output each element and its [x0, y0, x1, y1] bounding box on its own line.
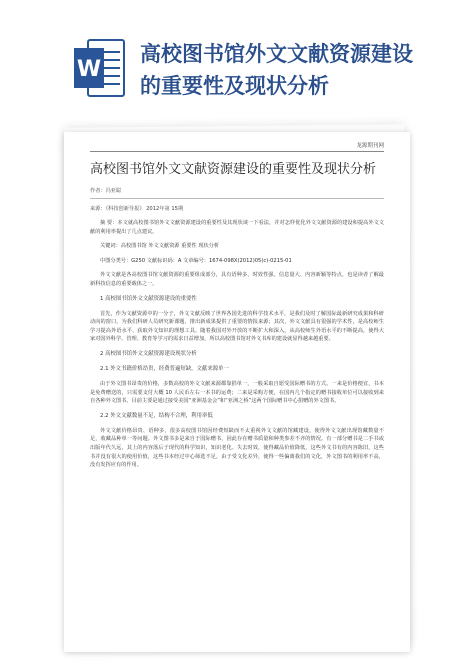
section22-heading: 2.2 外文文献数量不足，结构不合理，利用率低	[100, 412, 213, 419]
document-title: 高校图书馆外文文献资源建设的重要性及现状分析	[90, 162, 377, 177]
banner-title-line2: 的重要性及现状分析	[140, 74, 329, 98]
word-icon-letter: W	[76, 57, 102, 82]
abstract: 摘 要：本文就高校图书馆外文文献资源建设的重要性及其现状谈一下看法，并对怎样优化外文文献资源的建设和提高外文文献的利用率提出了几点建议。	[90, 220, 384, 235]
section1-heading: 1 高校图书馆外文文献资源建设的重要性	[100, 295, 197, 302]
section22-paragraph: 外文文献价格昂贵、语种多，很多高校图书馆因经费短缺而不太重视外文文献的馆藏建设，使得外文文献出现馆藏数量不足，收藏品种单一等问题。外文图书多是来自于国际赠书，因此存在赠书质量和种类参差不齐的情况。有一部分赠书是二手书或出版年代久远，其上的内容落后于现代的科学知识、知识老化、失去时效，使得藏品价值降低，这些外文书有的内容陈旧，这些书并没有很大的使用价值，这些书本经过中心筛选不足，由于受文化差异，使得一些偏离我们的文化，外文图书的利用率不高，没有发挥应有的作用。	[90, 427, 384, 469]
intro-paragraph: 外文文献是各高校图书馆文献资源的重要组成部分，具有语种多、时效性强、信息量大、内容新颖等特点，也是读者了解最新科技信息的重要载体之一。	[90, 272, 384, 287]
document-meta	[90, 187, 384, 213]
section21-heading: 2.1 外文书籍价格昂贵，经费普遍短缺，文献来源单一	[100, 365, 229, 372]
source-line: 来源：《科技创新导报》 2012年第 15期	[90, 206, 184, 212]
section21-paragraph: 由于外文图书昂贵的价格，多数高校的外文文献来源都靠捐单一，一般采取自愿受国际赠书的方式。一来是价格便宜，书本是免费赠送的，只需要支付大概 10 人民币左右一本书的运费；二来是采购方便，在国内几个指定的赠书接收单位可以接收到来自各种外文图书。目前主要是通过接受美国“亚洲基金会”和“亚洲之桥”这两个国际赠书中心捐赠的外文图书。	[90, 380, 384, 405]
divider	[90, 198, 384, 199]
word-document-icon	[74, 38, 126, 98]
classification: 中图分类号：G250 文献标识码：A 文章编号：1674-098X(2012)05(c)-0215-01	[100, 257, 292, 264]
author-line: 作者：冯亚聪	[90, 188, 122, 194]
keywords: 关键词：高校图书馆 外文文献资源 重要性 现状分析	[100, 243, 220, 250]
document-page	[64, 132, 410, 652]
banner-title	[140, 38, 460, 102]
banner-title-line1: 高校图书馆外文文献资源建设	[140, 42, 413, 66]
section2-heading: 2 高校图书馆外文文献资源建设现状分析	[100, 350, 197, 357]
journal-header: 龙源期刊网	[90, 141, 384, 152]
section1-paragraph: 首先，作为文献资源中的一分子，外文文献反映了世界各国先进的科学技术水平，是我们及时了解国际最新研究成果和科研动向的窗口，为我们科研人员研究新课题、推出新成果提供了重要的情报来源；其次，外文文献具有很强的学术性，是高校师生学习提高外语水平、获取外文知识的理想工具。随着我国对外开放的不断扩大和深入，从高校师生外语水平的不断提高，使得大家对国外科学、管理、教育等学习的需求日益增加，所以高校图书馆对外文书库的建设就显得越来越重要。	[90, 310, 384, 343]
